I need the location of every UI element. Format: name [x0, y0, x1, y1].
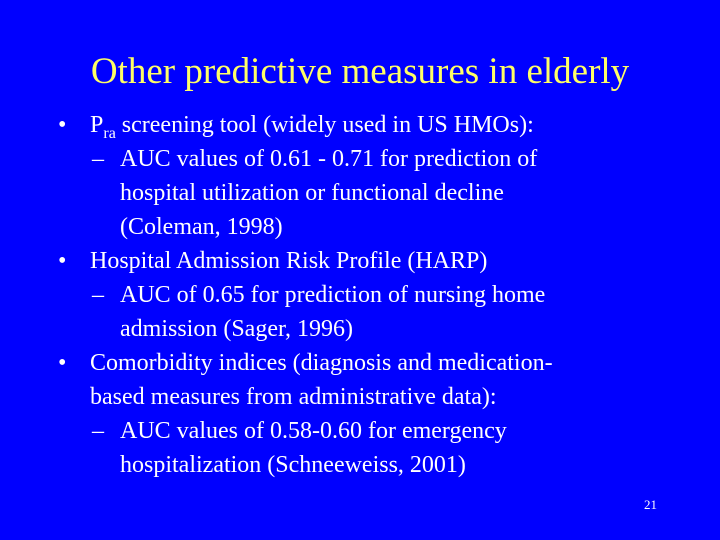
- bullet-text: [90, 108, 720, 142]
- sub-bullet-line: hospital utilization or functional decline: [120, 180, 504, 206]
- bullet-text-line: Comorbidity indices (diagnosis and medication-: [90, 350, 553, 376]
- sub-bullet-line: AUC values of 0.58-0.60 for emergency: [120, 418, 507, 444]
- sub-bullet-line: AUC values of 0.61 - 0.71 for prediction of: [120, 146, 538, 172]
- bullet-item: [0, 244, 720, 278]
- bullet-dot-icon: •: [58, 248, 67, 274]
- dash-icon: –: [92, 418, 104, 444]
- sub-bullet-line: AUC of 0.65 for prediction of nursing home: [120, 282, 546, 308]
- slide-title: Other predictive measures in elderly: [90, 51, 630, 92]
- sub-bullet-line: admission (Sager, 1996): [120, 316, 354, 342]
- dash-icon: –: [92, 282, 104, 308]
- bullet-rest: screening tool (widely used in US HMOs):: [115, 112, 534, 138]
- dash-icon: –: [92, 146, 104, 172]
- bullet-dot-icon: •: [58, 350, 67, 376]
- bullet-item: [0, 346, 720, 414]
- sub-bullet-item: [0, 278, 720, 346]
- slide-body: [0, 108, 720, 482]
- bullet-text-line: based measures from administrative data):: [90, 384, 497, 410]
- sub-bullet-item: [0, 414, 720, 482]
- sub-bullet-item: [0, 142, 720, 244]
- sub-bullet-line: (Coleman, 1998): [120, 214, 283, 240]
- bullet-subscript: ra: [103, 125, 116, 142]
- page-number: 21: [644, 497, 657, 512]
- sub-bullet-line: hospitalization (Schneeweiss, 2001): [120, 452, 466, 478]
- bullet-item: [0, 108, 720, 142]
- bullet-prefix: P: [90, 112, 104, 138]
- bullet-dot-icon: •: [58, 112, 67, 138]
- bullet-text: Hospital Admission Risk Profile (HARP): [90, 248, 488, 274]
